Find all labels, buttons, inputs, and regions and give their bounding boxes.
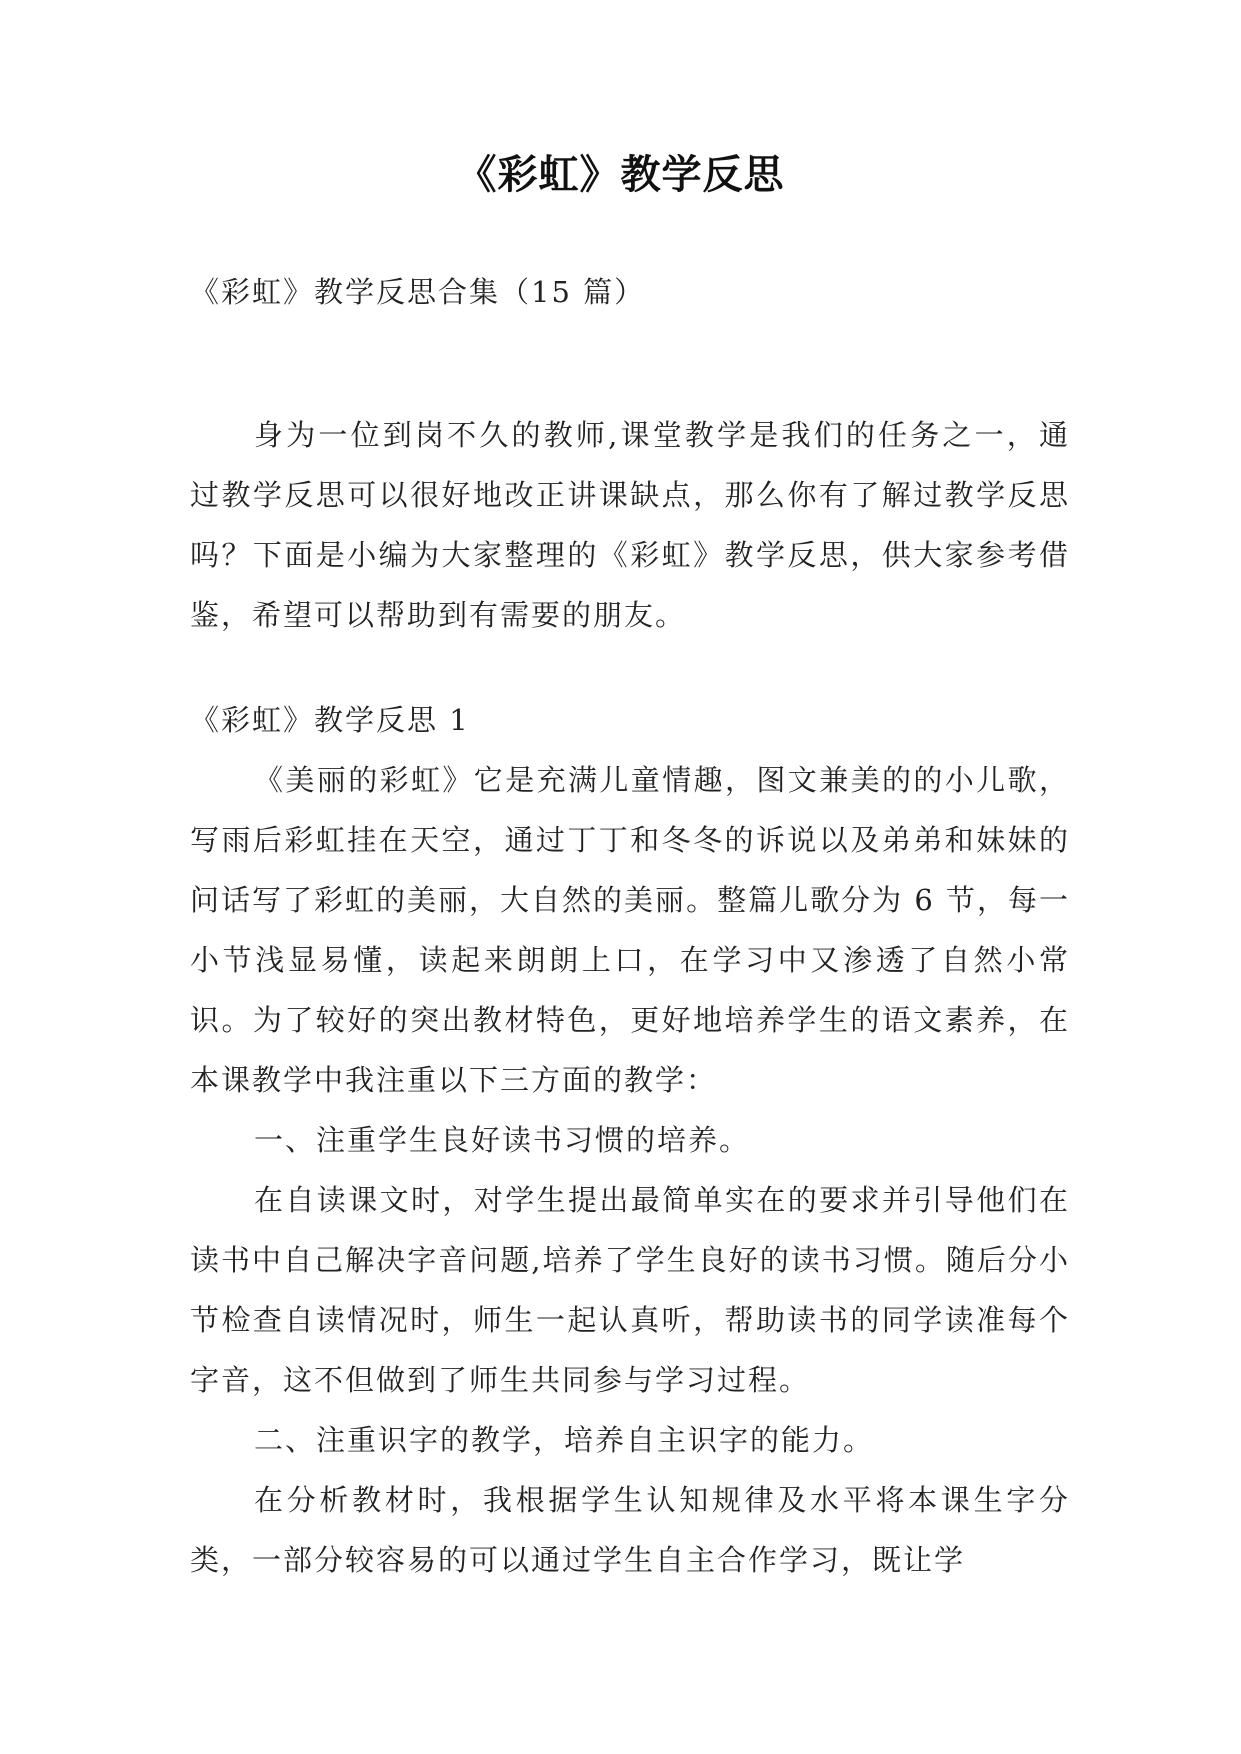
- body-paragraph-3: 在分析教材时，我根据学生认知规律及水平将本课生字分类，一部分较容易的可以通过学生自主合作学习，既让学: [190, 1483, 1070, 1577]
- body-paragraph-2: 在自读课文时，对学生提出最简单实在的要求并引导他们在读书中自己解决字音问题,培养了学生良好的读书习惯。随后分小节检查自读情况时，师生一起认真听，帮助读书的同学读准每个字音，这不但做到了师生共同参与学习过程。: [190, 1183, 1070, 1397]
- subtitle-text: 《彩虹》教学反思合集（15 篇）: [190, 275, 646, 309]
- point-heading-1: 一、注重学生良好读书习惯的培养。: [254, 1123, 751, 1157]
- intro-paragraph: 身为一位到岗不久的教师,课堂教学是我们的任务之一，通过教学反思可以很好地改正讲课缺点，那么你有了解过教学反思吗？下面是小编为大家整理的《彩虹》教学反思，供大家参考借鉴，希望可以帮助到有需要的朋友。: [190, 418, 1070, 632]
- intro-section: [190, 405, 1070, 645]
- body-paragraph-1: 《美丽的彩虹》它是充满儿童情趣，图文兼美的的小儿歌，写雨后彩虹挂在天空，通过丁丁和冬冬的诉说以及弟弟和妹妹的问话写了彩虹的美丽，大自然的美丽。整篇儿歌分为 6 节，每一小节浅显易懂，读起来朗朗上口，在学习中又渗透了自然小常识。为了较好的突出教材特色，更好地培养学生的语文素养，在本课教学中我注重以下三方面的教学：: [190, 763, 1070, 1097]
- document-title: 《彩虹》教学反思: [456, 151, 785, 198]
- reflection-section-1: [190, 690, 1070, 1590]
- point-heading-2: 二、注重识字的教学，培养自主识字的能力。: [254, 1423, 875, 1457]
- document-subtitle: [190, 262, 1070, 322]
- section-heading: 《彩虹》教学反思 1: [190, 703, 470, 737]
